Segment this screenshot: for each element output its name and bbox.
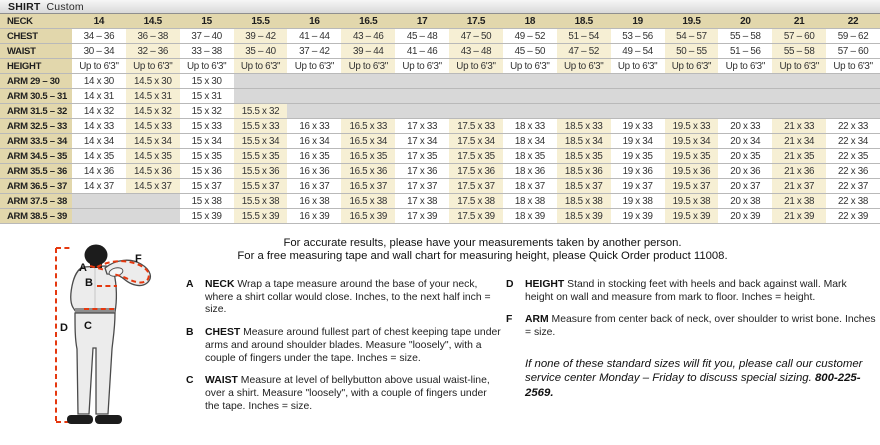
height-line-d bbox=[56, 248, 72, 422]
row-label: ARM 30.5 – 31 bbox=[0, 89, 72, 103]
size-cell: 14 x 30 bbox=[72, 74, 126, 88]
size-cell bbox=[449, 74, 503, 88]
size-cell: 14.5 x 30 bbox=[126, 74, 180, 88]
size-cell: 20 x 33 bbox=[718, 119, 772, 133]
instructions-right-items bbox=[506, 279, 876, 340]
item-description: Stand in stocking feet with heels and back against wall. Mark height on wall and measure from mark to floor. Inches = height. bbox=[525, 279, 847, 303]
table-row bbox=[0, 74, 880, 89]
size-header-cell: 17.5 bbox=[449, 14, 503, 28]
size-cell: 19 x 36 bbox=[611, 164, 665, 178]
row-label: ARM 37.5 – 38 bbox=[0, 194, 72, 208]
item-key: A bbox=[186, 279, 194, 290]
instruction-item-a bbox=[186, 279, 501, 317]
size-cell: 57 – 60 bbox=[772, 29, 826, 43]
instruction-item-c bbox=[186, 375, 501, 413]
size-cell: 51 – 54 bbox=[557, 29, 611, 43]
size-cell: Up to 6'3" bbox=[341, 59, 395, 73]
figure-label-f: F bbox=[135, 253, 142, 265]
size-cell: 18.5 x 37 bbox=[557, 179, 611, 193]
size-cell: Up to 6'3" bbox=[395, 59, 449, 73]
size-cell: 17.5 x 37 bbox=[449, 179, 503, 193]
size-cell: 14 x 36 bbox=[72, 164, 126, 178]
size-grid bbox=[0, 14, 880, 224]
item-term: HEIGHT bbox=[525, 279, 565, 290]
size-cell: 19.5 x 34 bbox=[665, 134, 719, 148]
size-cell: 14.5 x 35 bbox=[126, 149, 180, 163]
size-cell: 30 – 34 bbox=[72, 44, 126, 58]
size-cell: 16.5 x 37 bbox=[341, 179, 395, 193]
size-cell bbox=[611, 89, 665, 103]
size-cell: 19.5 x 39 bbox=[665, 209, 719, 223]
size-cell: 18.5 x 33 bbox=[557, 119, 611, 133]
instructions-right-column bbox=[506, 279, 876, 401]
size-cell: 17.5 x 36 bbox=[449, 164, 503, 178]
size-cell: Up to 6'3" bbox=[72, 59, 126, 73]
size-cell: Up to 6'3" bbox=[557, 59, 611, 73]
table-subtitle: Custom bbox=[46, 0, 84, 13]
size-cell: Up to 6'3" bbox=[718, 59, 772, 73]
size-cell: 22 x 34 bbox=[826, 134, 880, 148]
size-cell: 17 x 39 bbox=[395, 209, 449, 223]
size-cell: 19 x 37 bbox=[611, 179, 665, 193]
table-row bbox=[0, 194, 880, 209]
size-cell bbox=[449, 89, 503, 103]
size-cell bbox=[341, 89, 395, 103]
size-header-cell: 21 bbox=[772, 14, 826, 28]
measurement-figure bbox=[28, 244, 182, 442]
size-cell: 20 x 35 bbox=[718, 149, 772, 163]
size-cell: 17.5 x 39 bbox=[449, 209, 503, 223]
size-cell: 22 x 36 bbox=[826, 164, 880, 178]
size-cell: 14 x 33 bbox=[72, 119, 126, 133]
size-cell: 14.5 x 33 bbox=[126, 119, 180, 133]
item-term: ARM bbox=[525, 314, 549, 326]
size-cell: 19 x 39 bbox=[611, 209, 665, 223]
size-cell: 17.5 x 35 bbox=[449, 149, 503, 163]
row-label: ARM 33.5 – 34 bbox=[0, 134, 72, 148]
size-cell bbox=[611, 74, 665, 88]
size-cell: 15 x 34 bbox=[180, 134, 234, 148]
size-cell bbox=[718, 104, 772, 118]
size-cell bbox=[826, 74, 880, 88]
size-cell: 16 x 37 bbox=[287, 179, 341, 193]
size-cell: 15.5 x 36 bbox=[234, 164, 288, 178]
size-cell bbox=[503, 74, 557, 88]
size-cell: 53 – 56 bbox=[611, 29, 665, 43]
item-description: Measure from center back of neck, over shoulder to wrist bone. Inches = size. bbox=[525, 314, 876, 339]
size-cell bbox=[126, 194, 180, 208]
size-cell: 15 x 38 bbox=[180, 194, 234, 208]
size-cell bbox=[557, 89, 611, 103]
figure-label-d: D bbox=[60, 322, 68, 334]
size-cell: 15.5 x 38 bbox=[234, 194, 288, 208]
size-cell: 41 – 46 bbox=[395, 44, 449, 58]
size-cell: 15.5 x 34 bbox=[234, 134, 288, 148]
size-cell bbox=[72, 209, 126, 223]
size-cell: 55 – 58 bbox=[718, 29, 772, 43]
size-cell: 41 – 44 bbox=[287, 29, 341, 43]
row-label: NECK bbox=[0, 14, 72, 28]
size-cell: 35 – 40 bbox=[234, 44, 288, 58]
size-cell bbox=[395, 74, 449, 88]
size-cell: 14.5 x 36 bbox=[126, 164, 180, 178]
size-cell bbox=[503, 104, 557, 118]
header-row bbox=[0, 14, 880, 29]
instruction-item-f bbox=[506, 314, 876, 339]
size-cell: 16 x 39 bbox=[287, 209, 341, 223]
size-cell: 19 x 38 bbox=[611, 194, 665, 208]
size-cell: 15 x 36 bbox=[180, 164, 234, 178]
note-text: If none of these standard sizes will fit you, please call our customer service center Monday – Friday to discuss special sizing. bbox=[525, 357, 863, 385]
size-cell: 18 x 39 bbox=[503, 209, 557, 223]
size-cell: Up to 6'3" bbox=[665, 59, 719, 73]
size-cell bbox=[665, 104, 719, 118]
size-cell: 14 x 35 bbox=[72, 149, 126, 163]
row-label: WAIST bbox=[0, 44, 72, 58]
size-cell: 19.5 x 35 bbox=[665, 149, 719, 163]
size-cell: 45 – 50 bbox=[503, 44, 557, 58]
size-cell: 15.5 x 32 bbox=[234, 104, 288, 118]
intro-line-1: For accurate results, please have your measurements taken by another person. bbox=[283, 237, 682, 249]
item-description: Wrap a tape measure around the base of your neck, where a shirt collar would close. Inches, to the next half inch = size. bbox=[205, 279, 491, 316]
row-label: ARM 36.5 – 37 bbox=[0, 179, 72, 193]
item-term: CHEST bbox=[205, 327, 241, 339]
table-row bbox=[0, 164, 880, 179]
size-cell: 18 x 37 bbox=[503, 179, 557, 193]
person-diagram bbox=[28, 244, 182, 442]
size-cell bbox=[665, 74, 719, 88]
size-cell: 18.5 x 38 bbox=[557, 194, 611, 208]
size-cell: 16 x 33 bbox=[287, 119, 341, 133]
size-cell: 49 – 54 bbox=[611, 44, 665, 58]
size-cell: 51 – 56 bbox=[718, 44, 772, 58]
size-header-cell: 17 bbox=[395, 14, 449, 28]
size-cell: 43 – 48 bbox=[449, 44, 503, 58]
size-cell: 39 – 42 bbox=[234, 29, 288, 43]
size-cell bbox=[72, 194, 126, 208]
size-cell: 22 x 37 bbox=[826, 179, 880, 193]
right-shoe bbox=[95, 415, 122, 424]
size-cell: 14 x 37 bbox=[72, 179, 126, 193]
size-header-cell: 22 bbox=[826, 14, 880, 28]
row-label: ARM 31.5 – 32 bbox=[0, 104, 72, 118]
size-cell: 37 – 40 bbox=[180, 29, 234, 43]
size-cell bbox=[772, 104, 826, 118]
size-cell bbox=[234, 74, 288, 88]
size-cell: 47 – 50 bbox=[449, 29, 503, 43]
size-cell: 15 x 30 bbox=[180, 74, 234, 88]
item-key: F bbox=[506, 314, 513, 326]
phone-number: 800-225-2569. bbox=[525, 372, 861, 399]
item-key: C bbox=[186, 375, 194, 387]
size-cell: 21 x 36 bbox=[772, 164, 826, 178]
size-header-cell: 18 bbox=[503, 14, 557, 28]
size-cell bbox=[395, 104, 449, 118]
size-cell: 17 x 38 bbox=[395, 194, 449, 208]
row-label: ARM 38.5 – 39 bbox=[0, 209, 72, 223]
size-cell: 15 x 39 bbox=[180, 209, 234, 223]
row-label: HEIGHT bbox=[0, 59, 72, 73]
size-cell: 57 – 60 bbox=[826, 44, 880, 58]
table-row bbox=[0, 179, 880, 194]
size-cell: Up to 6'3" bbox=[234, 59, 288, 73]
size-cell bbox=[772, 74, 826, 88]
table-row bbox=[0, 44, 880, 59]
size-cell bbox=[826, 104, 880, 118]
size-cell: 19.5 x 33 bbox=[665, 119, 719, 133]
size-cell: Up to 6'3" bbox=[449, 59, 503, 73]
instructions-left-column bbox=[186, 279, 501, 423]
size-cell: 22 x 35 bbox=[826, 149, 880, 163]
size-cell: Up to 6'3" bbox=[611, 59, 665, 73]
size-cell: 15 x 31 bbox=[180, 89, 234, 103]
size-cell: 18 x 36 bbox=[503, 164, 557, 178]
size-cell bbox=[341, 74, 395, 88]
size-cell: 20 x 38 bbox=[718, 194, 772, 208]
size-cell: 15.5 x 39 bbox=[234, 209, 288, 223]
size-cell: 16.5 x 34 bbox=[341, 134, 395, 148]
size-cell: 16 x 38 bbox=[287, 194, 341, 208]
size-cell: Up to 6'3" bbox=[503, 59, 557, 73]
size-cell: 49 – 52 bbox=[503, 29, 557, 43]
table-title-bar bbox=[0, 0, 880, 14]
table-row bbox=[0, 134, 880, 149]
size-cell: 45 – 48 bbox=[395, 29, 449, 43]
intro-text bbox=[150, 237, 815, 263]
size-cell: 14 x 34 bbox=[72, 134, 126, 148]
table-row bbox=[0, 119, 880, 134]
size-cell: 20 x 39 bbox=[718, 209, 772, 223]
size-header-cell: 20 bbox=[718, 14, 772, 28]
size-cell: 18 x 35 bbox=[503, 149, 557, 163]
size-cell: Up to 6'3" bbox=[772, 59, 826, 73]
size-header-cell: 16 bbox=[287, 14, 341, 28]
size-cell: 22 x 33 bbox=[826, 119, 880, 133]
size-cell: 55 – 58 bbox=[772, 44, 826, 58]
size-cell bbox=[718, 74, 772, 88]
size-cell bbox=[341, 104, 395, 118]
size-cell bbox=[611, 104, 665, 118]
size-cell: 16.5 x 35 bbox=[341, 149, 395, 163]
size-cell: 17 x 33 bbox=[395, 119, 449, 133]
size-cell: 20 x 34 bbox=[718, 134, 772, 148]
size-header-cell: 15 bbox=[180, 14, 234, 28]
size-cell: 47 – 52 bbox=[557, 44, 611, 58]
size-cell: 21 x 39 bbox=[772, 209, 826, 223]
size-cell: 17 x 35 bbox=[395, 149, 449, 163]
size-cell: 15 x 35 bbox=[180, 149, 234, 163]
size-cell bbox=[503, 89, 557, 103]
size-header-cell: 16.5 bbox=[341, 14, 395, 28]
size-cell bbox=[126, 209, 180, 223]
intro-line-2: For a free measuring tape and wall chart for measuring height, please Quick Order product 11008. bbox=[237, 250, 728, 262]
size-cell: 54 – 57 bbox=[665, 29, 719, 43]
size-cell: 17.5 x 33 bbox=[449, 119, 503, 133]
figure-label-b: B bbox=[85, 277, 93, 289]
instruction-item-b bbox=[186, 327, 501, 365]
size-cell: 16 x 36 bbox=[287, 164, 341, 178]
size-cell: 16 x 34 bbox=[287, 134, 341, 148]
table-title: SHIRT bbox=[8, 0, 41, 13]
size-cell: 22 x 38 bbox=[826, 194, 880, 208]
size-cell: 19.5 x 38 bbox=[665, 194, 719, 208]
size-cell: 19 x 33 bbox=[611, 119, 665, 133]
size-header-cell: 18.5 bbox=[557, 14, 611, 28]
table-row bbox=[0, 89, 880, 104]
row-label: ARM 35.5 – 36 bbox=[0, 164, 72, 178]
item-term: NECK bbox=[205, 279, 235, 290]
item-key: D bbox=[506, 279, 514, 290]
size-cell: 15.5 x 35 bbox=[234, 149, 288, 163]
size-cell bbox=[234, 89, 288, 103]
pants bbox=[75, 313, 115, 414]
size-cell: 16.5 x 39 bbox=[341, 209, 395, 223]
table-row bbox=[0, 59, 880, 74]
size-cell: Up to 6'3" bbox=[287, 59, 341, 73]
size-cell bbox=[718, 89, 772, 103]
size-cell: 39 – 44 bbox=[341, 44, 395, 58]
size-cell: 34 – 36 bbox=[72, 29, 126, 43]
size-cell: 59 – 62 bbox=[826, 29, 880, 43]
size-cell: 43 – 46 bbox=[341, 29, 395, 43]
size-cell bbox=[395, 89, 449, 103]
size-cell: 21 x 34 bbox=[772, 134, 826, 148]
row-label: CHEST bbox=[0, 29, 72, 43]
size-cell: 19 x 35 bbox=[611, 149, 665, 163]
size-cell: 19.5 x 37 bbox=[665, 179, 719, 193]
size-cell: Up to 6'3" bbox=[826, 59, 880, 73]
size-cell: 16.5 x 33 bbox=[341, 119, 395, 133]
size-cell: 14.5 x 37 bbox=[126, 179, 180, 193]
size-cell: 22 x 39 bbox=[826, 209, 880, 223]
size-cell bbox=[557, 104, 611, 118]
figure-label-a: A bbox=[79, 262, 87, 274]
size-cell: 18.5 x 34 bbox=[557, 134, 611, 148]
size-cell: Up to 6'3" bbox=[180, 59, 234, 73]
size-cell: 18.5 x 35 bbox=[557, 149, 611, 163]
size-cell bbox=[772, 89, 826, 103]
size-cell: 15.5 x 37 bbox=[234, 179, 288, 193]
size-cell: 16 x 35 bbox=[287, 149, 341, 163]
size-cell: 16.5 x 36 bbox=[341, 164, 395, 178]
size-header-cell: 15.5 bbox=[234, 14, 288, 28]
size-cell: 18 x 34 bbox=[503, 134, 557, 148]
size-cell: 21 x 37 bbox=[772, 179, 826, 193]
size-cell: 17.5 x 34 bbox=[449, 134, 503, 148]
size-header-cell: 19 bbox=[611, 14, 665, 28]
size-cell bbox=[557, 74, 611, 88]
size-cell: 21 x 38 bbox=[772, 194, 826, 208]
table-row bbox=[0, 149, 880, 164]
size-cell: Up to 6'3" bbox=[126, 59, 180, 73]
row-label: ARM 34.5 – 35 bbox=[0, 149, 72, 163]
row-label: ARM 32.5 – 33 bbox=[0, 119, 72, 133]
size-cell: 15 x 33 bbox=[180, 119, 234, 133]
size-cell: 19.5 x 36 bbox=[665, 164, 719, 178]
item-description: Measure at level of bellybutton above usual waist-line, over a shirt. Measure "loosely", with a couple of fingers under the tape. Inches = size. bbox=[205, 375, 490, 412]
size-cell bbox=[665, 89, 719, 103]
size-cell: 32 – 36 bbox=[126, 44, 180, 58]
special-sizing-note bbox=[506, 357, 876, 401]
size-cell bbox=[449, 104, 503, 118]
size-cell: 16.5 x 38 bbox=[341, 194, 395, 208]
size-cell: 18 x 33 bbox=[503, 119, 557, 133]
size-cell: 18.5 x 36 bbox=[557, 164, 611, 178]
size-cell: 37 – 42 bbox=[287, 44, 341, 58]
size-cell: 17 x 34 bbox=[395, 134, 449, 148]
size-cell: 50 – 55 bbox=[665, 44, 719, 58]
size-cell: 15 x 37 bbox=[180, 179, 234, 193]
item-description: Measure around fullest part of chest keeping tape under arms and around shoulder blades. Measure "loosely", with a couple of fingers under the tape. Inches = size. bbox=[205, 327, 501, 364]
size-header-cell: 14.5 bbox=[126, 14, 180, 28]
figure-label-c: C bbox=[84, 320, 92, 332]
size-cell bbox=[826, 89, 880, 103]
size-cell: 21 x 33 bbox=[772, 119, 826, 133]
row-label: ARM 29 – 30 bbox=[0, 74, 72, 88]
size-cell: 20 x 37 bbox=[718, 179, 772, 193]
size-cell: 19 x 34 bbox=[611, 134, 665, 148]
table-row bbox=[0, 104, 880, 119]
size-cell bbox=[287, 89, 341, 103]
size-cell: 36 – 38 bbox=[126, 29, 180, 43]
size-cell: 20 x 36 bbox=[718, 164, 772, 178]
item-term: WAIST bbox=[205, 375, 238, 387]
size-cell: 14.5 x 34 bbox=[126, 134, 180, 148]
size-cell: 17 x 37 bbox=[395, 179, 449, 193]
instruction-item-d bbox=[506, 279, 876, 304]
table-row bbox=[0, 29, 880, 44]
size-cell: 15 x 32 bbox=[180, 104, 234, 118]
size-cell: 14 x 31 bbox=[72, 89, 126, 103]
size-cell: 18.5 x 39 bbox=[557, 209, 611, 223]
size-cell: 17 x 36 bbox=[395, 164, 449, 178]
size-header-cell: 14 bbox=[72, 14, 126, 28]
size-cell: 14.5 x 32 bbox=[126, 104, 180, 118]
size-cell: 33 – 38 bbox=[180, 44, 234, 58]
size-header-cell: 19.5 bbox=[665, 14, 719, 28]
item-key: B bbox=[186, 327, 194, 339]
size-cell: 18 x 38 bbox=[503, 194, 557, 208]
left-shoe bbox=[67, 415, 93, 424]
size-cell: 15.5 x 33 bbox=[234, 119, 288, 133]
size-cell: 17.5 x 38 bbox=[449, 194, 503, 208]
size-cell bbox=[287, 74, 341, 88]
table-row bbox=[0, 209, 880, 224]
size-cell bbox=[287, 104, 341, 118]
size-cell: 14.5 x 31 bbox=[126, 89, 180, 103]
size-cell: 21 x 35 bbox=[772, 149, 826, 163]
size-cell: 14 x 32 bbox=[72, 104, 126, 118]
